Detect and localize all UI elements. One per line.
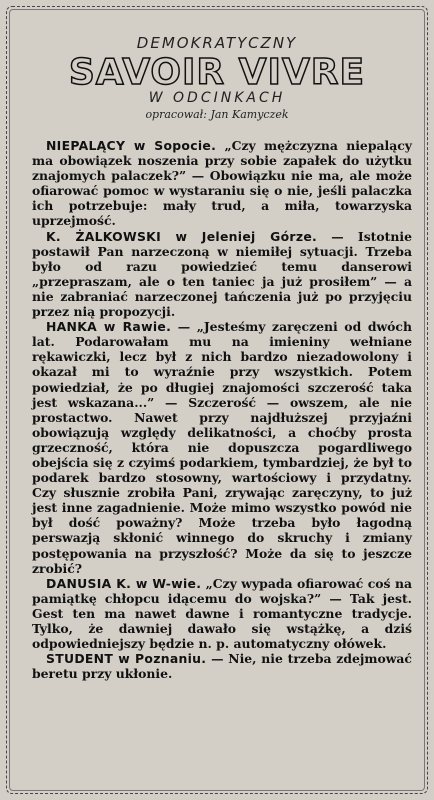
entry-name: NIEPALĄCY w Sopocie. — [46, 138, 217, 153]
entry — [32, 138, 412, 229]
entry-text: „Czy mężczyzna niepalący ma obowiązek noszenia przy sobie zapałek do użytku znajomych palaczek?” — Obowiązku nie ma, ale może ofiarować pomoc w wystaraniu się o nie, jeśli palaczka ich potrzebuje: mały trud, a miła, towarzyska uprzejmość. — [32, 138, 412, 229]
entry-text: „Czy wypada ofiarować coś na pamiątkę chłopcu idącemu do wojska?” — Tak jest. Gest ten ma nawet dawne i romantyczne tradycje. Tylko, że dawniej dawało się wstążkę, a dziś odpowiedniejszy będzie n. p. automatyczny ołówek. — [32, 575, 412, 652]
column-body — [32, 138, 412, 681]
column-header — [0, 22, 434, 130]
entry-text: — Istotnie postawił Pan narzeczoną w niemiłej sytuacji. Trzeba było od razu powiedzieć temu danserowi „przepraszam, ale o ten taniec ja już prosiłem” — a nie zabraniać narzeczonej tańczenia już po przyjęciu przez nią propozycji. — [32, 228, 412, 320]
entry-text: — „Jesteśmy zaręczeni od dwóch lat. Podarowałam mu na imieniny wełniane rękawiczki, lecz był z nich bardzo niezadowolony i okazał mi to wyraźnie przy wszystkich. Potem powiedział, że po długiej znajomości szczerość taka jest wskazana...” — Szczerość — owszem, ale nie prostactwo. Nawet przy najdłuższej przyjaźni obowiązują względy delikatności, a choćby prosta grzeczność, która nie dopuszcza pogardliwego obejścia się z czyimś podarkiem, tymbardziej, że był to podarek bardzo stosowny, wartościowy i przydatny. Czy słusznie zrobiła Pani, zrywając zaręczyny, to już jest inne zagadnienie. Może mimo wszystko powód nie był dość poważny? Może trzeba było łagodną perswazją skłonić winnego do skruchy i zmiany postępowania na przyszłość? Może da się to jeszcze zrobić? — [32, 319, 412, 576]
entry-name: K. ŻALKOWSKI w Jeleniej Górze. — [46, 228, 318, 244]
header-subtitle: W ODCINKACH — [148, 90, 286, 106]
entry-name: STUDENT w Poznaniu. — [46, 651, 207, 667]
column-title: SAVOIR VIVRE — [68, 52, 366, 93]
entry — [32, 229, 412, 320]
entry — [32, 576, 412, 651]
byline: opracował: Jan Kamyczek — [145, 108, 289, 121]
header-kicker: DEMOKRATYCZNY — [136, 34, 298, 52]
entry-text: — Nie, nie trzeba zdejmować beretu przy ukłonie. — [32, 651, 412, 682]
entry — [32, 651, 412, 681]
entry — [32, 319, 412, 576]
entry-name: DANUSIA K. w W-wie. — [46, 575, 202, 591]
entry-name: HANKA w Rawie. — [46, 319, 172, 335]
